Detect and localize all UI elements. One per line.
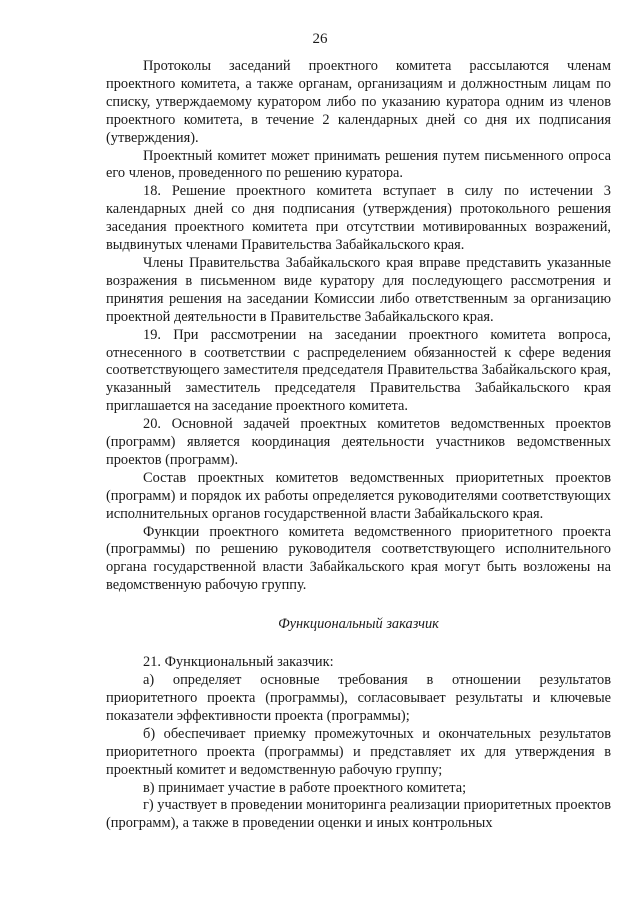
paragraph: Проектный комитет может принимать решения путем письменного опроса его членов, проведенного по решению куратора. — [106, 147, 611, 182]
paragraph: Состав проектных комитетов ведомственных приоритетных проектов (программ) и порядок их работы определяется руководителями соответствующих исполнительных органов государственной власти Забайкальского края. — [106, 469, 611, 522]
paragraph: 20. Основной задачей проектных комитетов ведомственных проектов (программ) является координация деятельности участников ведомственных проектов (программ). — [106, 416, 611, 468]
paragraph: 18. Решение проектного комитета вступает в силу по истечении 3 календарных дней со дня подписания (утверждения) протокольного решения заседания проектного комитета при отсутствии мотивированных возражений, выдвинутых членами Правительства Забайкальского края. — [106, 183, 611, 254]
paragraph: Протоколы заседаний проектного комитета рассылаются членам проектного комитета, а также органам, организациям и должностным лицам по списку, утверждаемому куратором либо по указанию куратора одним из членов проектного комитета, в течение 2 календарных дней со дня их подписания (утверждения). — [106, 58, 611, 146]
document-body — [106, 58, 611, 833]
paragraph: 21. Функциональный заказчик: — [143, 654, 334, 671]
paragraph: Функции проектного комитета ведомственного приоритетного проекта (программы) по решению руководителя соответствующего исполнительного органа государственной власти Забайкальского края могут быть возложены на ведомственную рабочую группу. — [106, 523, 611, 594]
page-number: 26 — [312, 31, 328, 47]
paragraph: 19. При рассмотрении на заседании проектного комитета вопроса, отнесенного в соответствии с распределением обязанностей к сфере ведения соответствующего заместителя председателя Правительства Забайкальского края, указанный заместитель председателя Правительства Забайкальского края приглашается на заседание проектного комитета. — [106, 326, 611, 415]
list-item: б) обеспечивает приемку промежуточных и окончательных результатов приоритетного проекта (программы) и представляет их для утверждения в проектный комитет и ведомственную рабочую группу; — [106, 725, 611, 778]
list-item: в) принимает участие в работе проектного комитета; — [143, 779, 467, 796]
section-heading: Функциональный заказчик — [278, 616, 439, 633]
paragraph: Члены Правительства Забайкальского края вправе представить указанные возражения в письменном виде куратору для последующего рассмотрения и принятия решения на заседании Комиссии либо ответственным за организацию проектной деятельности в Правительстве Забайкальского края. — [106, 254, 611, 325]
list-item: а) определяет основные требования в отношении результатов приоритетного проекта (программы), согласовывает результаты и ключевые показатели эффективности проекта (программы); — [106, 672, 611, 724]
list-item: г) участвует в проведении мониторинга реализации приоритетных проектов (программ), а также в проведении оценки и иных контрольных — [106, 797, 611, 832]
